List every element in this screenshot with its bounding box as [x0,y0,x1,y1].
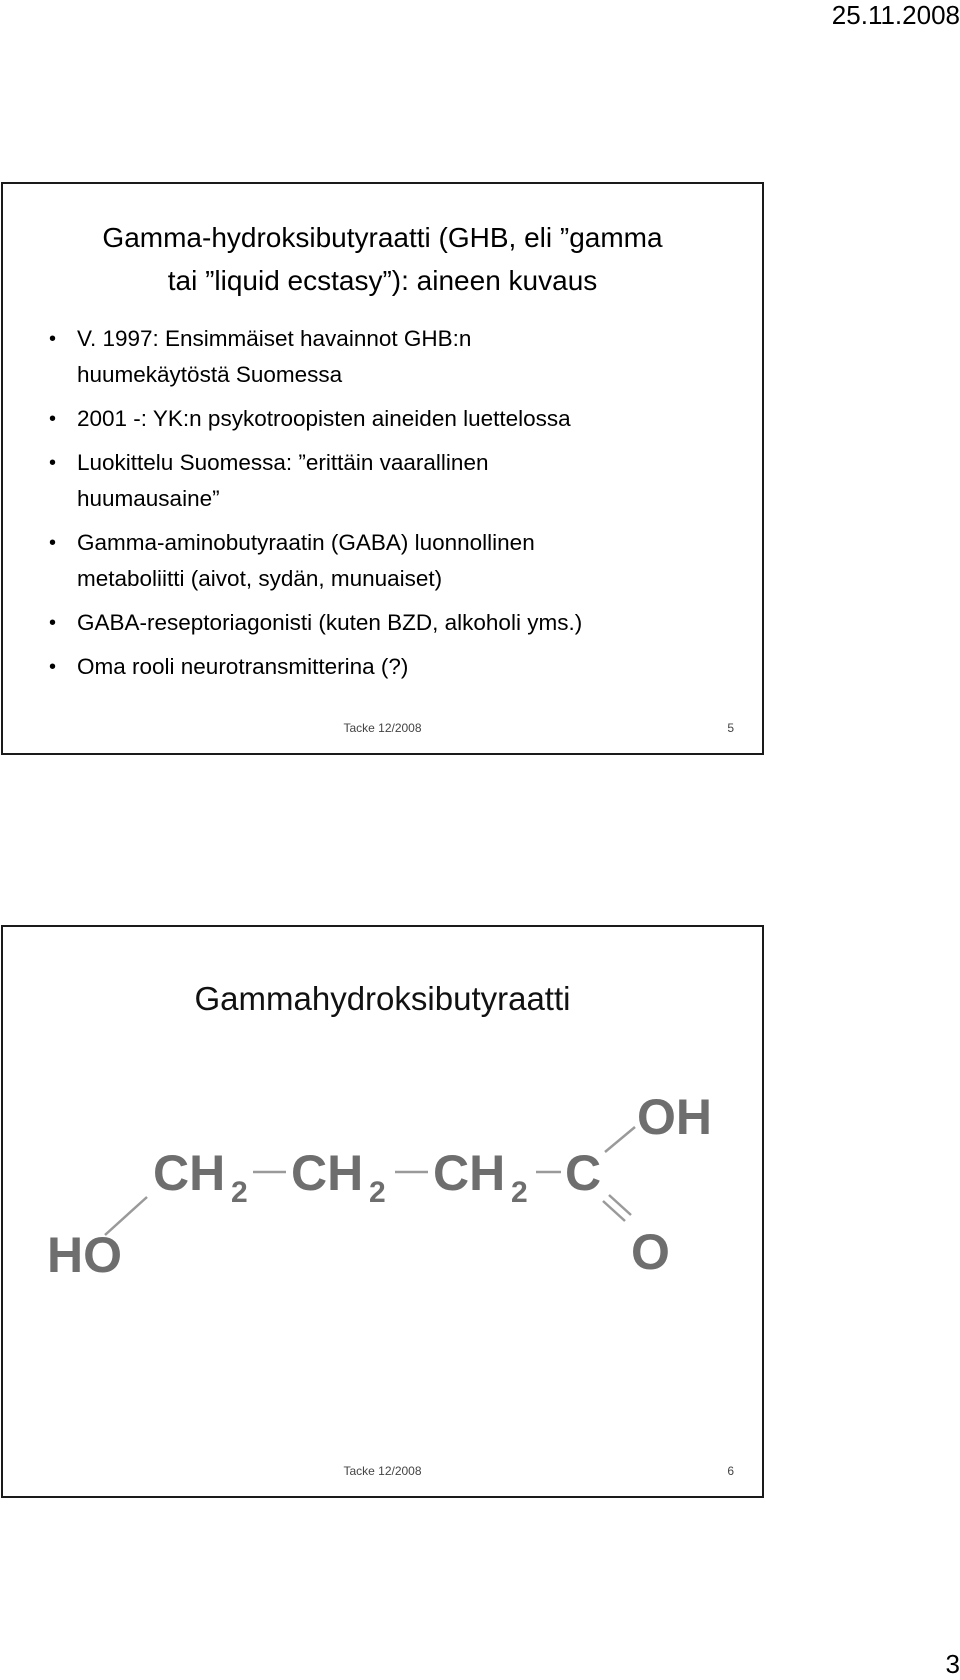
bullet-item [47,649,742,685]
slide-number: 6 [727,1464,734,1478]
bullet-line: Oma rooli neurotransmitterina (?) [77,654,409,679]
slide-number: 5 [727,721,734,735]
atom-oh: OH [637,1097,712,1145]
header-date: 25.11.2008 [831,0,960,30]
ghb-structure-diagram [43,1097,733,1297]
atom-ho: HO [47,1227,122,1283]
slide-5 [1,182,764,755]
atom-ch: CH [291,1145,364,1201]
bullet-item [47,525,742,597]
page-number: 3 [945,1649,960,1679]
atom-subscript: 2 [511,1176,528,1209]
slide-6 [1,925,764,1498]
atom-ch: CH [153,1145,226,1201]
bullet-icon: • [49,656,57,678]
bullet-line: huumekäytöstä Suomessa [77,362,343,387]
bullet-line: Luokittelu Suomessa: ”erittäin vaarallinen [77,450,489,475]
atom-o: O [631,1224,670,1280]
bullet-line: V. 1997: Ensimmäiset havainnot GHB:n [77,326,472,351]
bullet-line: huumausaine” [77,486,220,511]
bullet-icon: • [49,408,57,430]
atom-c: C [565,1145,602,1201]
bullet-icon: • [49,612,57,634]
bullet-icon: • [49,452,57,474]
bond-c-o-b [603,1201,625,1221]
slide-5-title [3,216,762,302]
slide-6-footer [3,1464,762,1484]
bullet-item [47,401,742,437]
footer-author: Tacke 12/2008 [343,1464,422,1478]
slide-5-footer [3,721,762,741]
bullet-line: Gamma-aminobutyraatin (GABA) luonnollinen [77,530,535,555]
bond-c-o-a [609,1195,631,1215]
bullet-item [47,321,742,393]
footer-author: Tacke 12/2008 [343,721,422,735]
slide-6-title: Gammahydroksibutyraatti [194,980,571,1017]
bullet-icon: • [49,328,57,350]
bond-c-oh [605,1127,635,1152]
atom-ch: CH [433,1145,506,1201]
bullet-item [47,445,742,517]
bullet-line: 2001 -: YK:n psykotroopisten aineiden luettelossa [77,406,571,431]
atom-subscript: 2 [231,1176,248,1209]
bullet-icon: • [49,532,57,554]
slide-5-title-line: Gamma-hydroksibutyraatti (GHB, eli ”gamma [102,222,663,253]
bullet-line: GABA-reseptoriagonisti (kuten BZD, alkoholi yms.) [77,610,583,635]
bullet-line: metaboliitti (aivot, sydän, munuaiset) [77,566,443,591]
atom-subscript: 2 [369,1176,386,1209]
slide-5-title-line: tai ”liquid ecstasy”): aineen kuvaus [167,265,598,296]
bullet-item [47,605,742,641]
slide-5-bullet-list [47,321,742,693]
